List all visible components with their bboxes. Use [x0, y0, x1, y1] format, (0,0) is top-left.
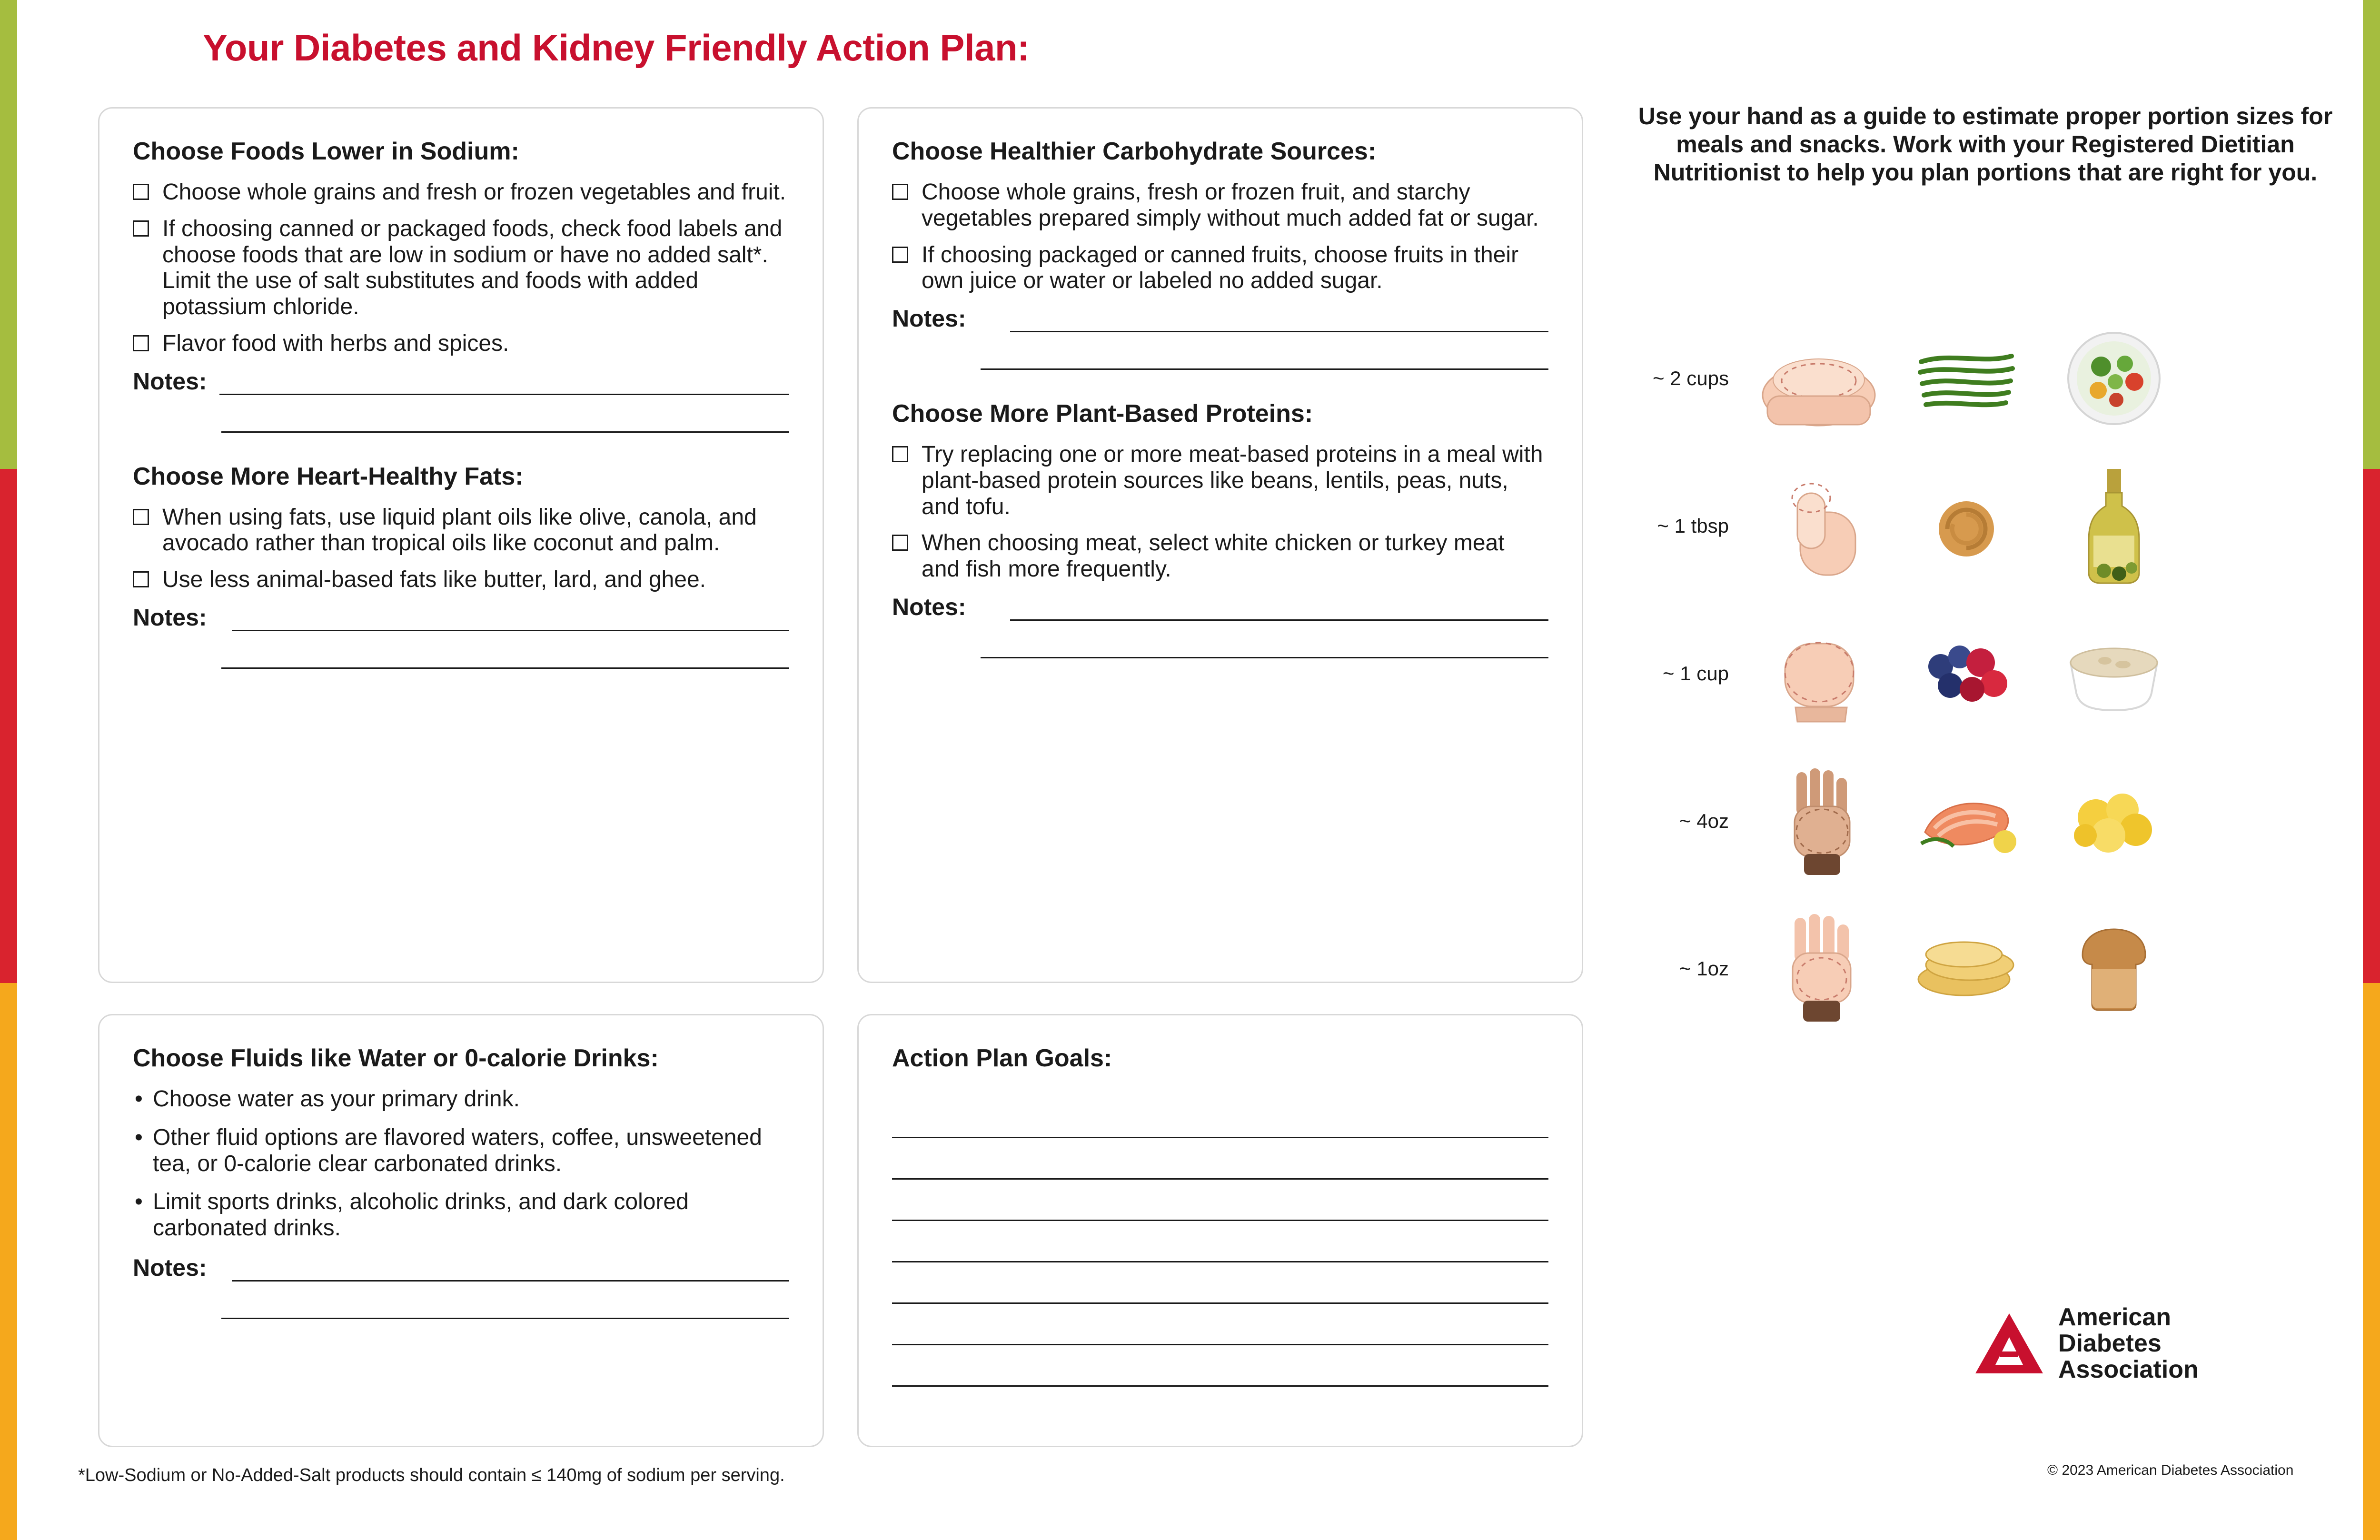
notes-label: Notes: — [133, 604, 207, 631]
notes-heart-healthy-fats — [133, 604, 789, 669]
checklist-healthier-carbs — [892, 179, 1548, 294]
portion-label: ~ 2 cups — [1653, 367, 1729, 389]
list-item — [133, 1125, 789, 1177]
open-hand-icon — [1745, 909, 1893, 1028]
logo-line-2: Diabetes — [2058, 1330, 2162, 1358]
portion-label: ~ 1 cup — [1663, 662, 1729, 685]
list-item[interactable] — [133, 505, 789, 556]
portion-rows — [1616, 305, 2350, 1043]
notes-line[interactable] — [1010, 599, 1548, 621]
list-item-text: Choose water as your primary drink. — [153, 1086, 520, 1112]
list-item[interactable] — [892, 442, 1548, 520]
checkbox-icon[interactable] — [892, 535, 908, 551]
goal-lines — [892, 1097, 1548, 1387]
checkbox-icon[interactable] — [133, 335, 149, 351]
bullet-icon: • — [135, 1086, 143, 1112]
card-action-plan-goals — [857, 1014, 1583, 1447]
portion-guide-panel — [1626, 102, 2345, 187]
list-item-text: Flavor food with herbs and spices. — [162, 330, 509, 356]
list-item-text: Use less animal-based fats like butter, lard, and ghee. — [162, 567, 706, 593]
notes-line[interactable] — [219, 374, 789, 395]
notes-label: Notes: — [892, 593, 966, 620]
edge-segment-green — [0, 0, 17, 469]
goal-line[interactable] — [892, 1180, 1548, 1221]
flat-palm-icon — [1745, 762, 1893, 881]
heading-lower-sodium: Choose Foods Lower in Sodium: — [133, 138, 519, 165]
page-title: Your Diabetes and Kidney Friendly Action Plan: — [203, 27, 1030, 69]
heading-heart-healthy-fats: Choose More Heart-Healthy Fats: — [133, 462, 524, 490]
checkbox-icon[interactable] — [133, 509, 149, 525]
ada-logo — [1973, 1304, 2199, 1383]
list-item-text: When using fats, use liquid plant oils like olive, canola, and avocado rather than tropical oils like coconut and palm. — [162, 504, 757, 556]
list-item[interactable] — [892, 179, 1548, 231]
list-item-text: Try replacing one or more meat-based proteins in a meal with plant-based protein sources like beans, lentils, peas, nuts, and tofu. — [922, 442, 1543, 519]
edge-segment-orange — [0, 983, 17, 1540]
checkbox-icon[interactable] — [892, 446, 908, 462]
scrambled-eggs-icon — [2040, 783, 2188, 859]
notes-line[interactable] — [221, 411, 789, 433]
right-edge-colorbar — [2363, 0, 2380, 1540]
tortillas-icon — [1893, 935, 2040, 1002]
footnote-sodium: *Low-Sodium or No-Added-Salt products should contain ≤ 140mg of sodium per serving. — [78, 1465, 785, 1485]
edge-segment-red — [0, 469, 17, 983]
heading-fluids: Choose Fluids like Water or 0-calorie Drinks: — [133, 1044, 659, 1072]
card-fluids — [98, 1014, 824, 1447]
list-item-text: When choosing meat, select white chicken or turkey meat and fish more frequently. — [922, 530, 1505, 582]
bullet-icon: • — [135, 1124, 143, 1150]
left-edge-colorbar — [0, 0, 17, 1540]
list-item-text: If choosing packaged or canned fruits, choose fruits in their own juice or water or labeled no added sugar. — [922, 242, 1519, 294]
notes-line[interactable] — [981, 637, 1548, 658]
checklist-heart-healthy-fats — [133, 505, 789, 593]
checkbox-icon[interactable] — [892, 184, 908, 200]
goal-line[interactable] — [892, 1097, 1548, 1138]
ada-triangle-logo-icon — [1973, 1311, 2045, 1376]
checklist-lower-sodium — [133, 179, 789, 357]
card-lower-sodium — [98, 107, 824, 983]
notes-lower-sodium — [133, 368, 789, 433]
list-item — [133, 1189, 789, 1241]
olive-oil-bottle-icon — [2040, 464, 2188, 588]
notes-label: Notes: — [133, 1254, 207, 1281]
goal-line[interactable] — [892, 1262, 1548, 1304]
goal-line[interactable] — [892, 1221, 1548, 1262]
edge-segment-red-right — [2363, 469, 2380, 983]
heading-plant-based-proteins: Choose More Plant-Based Proteins: — [892, 400, 1313, 428]
checkbox-icon[interactable] — [133, 220, 149, 237]
heading-healthier-carbs: Choose Healthier Carbohydrate Sources: — [892, 138, 1377, 165]
edge-segment-orange-right — [2363, 983, 2380, 1540]
logo-line-3: Association — [2058, 1356, 2199, 1384]
notes-line[interactable] — [232, 610, 789, 631]
list-item[interactable] — [892, 530, 1548, 582]
checkbox-icon[interactable] — [133, 571, 149, 587]
bulletlist-fluids — [133, 1086, 789, 1242]
salmon-fillet-icon — [1893, 781, 2040, 862]
notes-plant-based-proteins — [892, 593, 1548, 658]
green-beans-icon — [1893, 343, 2040, 414]
portion-label: ~ 1 tbsp — [1657, 515, 1729, 537]
list-item[interactable] — [133, 216, 789, 320]
portion-row — [1616, 895, 2350, 1043]
notes-line[interactable] — [221, 1298, 789, 1319]
portion-guide-intro: Use your hand as a guide to estimate proper portion sizes for meals and snacks. Work with your Registered Dietitian Nutritionist to help you plan portions that are right for you. — [1638, 103, 2333, 186]
heading-action-plan-goals: Action Plan Goals: — [892, 1044, 1112, 1072]
copyright-text: © 2023 American Diabetes Association — [2047, 1462, 2294, 1478]
notes-line[interactable] — [221, 647, 789, 669]
edge-segment-green-right — [2363, 0, 2380, 469]
list-item — [133, 1086, 789, 1113]
list-item[interactable] — [892, 242, 1548, 294]
checklist-plant-based-proteins — [892, 442, 1548, 583]
list-item-text: Choose whole grains, fresh or frozen fruit, and starchy vegetables prepared simply without much added fat or sugar. — [922, 179, 1539, 231]
list-item-text: Choose whole grains and fresh or frozen vegetables and fruit. — [162, 179, 786, 205]
notes-line[interactable] — [981, 348, 1548, 370]
ada-logo-text — [2058, 1304, 2199, 1383]
bullet-icon: • — [135, 1189, 143, 1215]
portion-row — [1616, 747, 2350, 895]
portion-row — [1616, 452, 2350, 600]
fist-icon — [1745, 619, 1893, 728]
goal-line[interactable] — [892, 1138, 1548, 1180]
nut-butter-swirl-icon — [1893, 488, 2040, 564]
bread-slice-icon — [2040, 924, 2188, 1014]
notes-fluids — [133, 1254, 789, 1319]
portion-label: ~ 4oz — [1679, 810, 1729, 832]
document-page — [17, 0, 2363, 1540]
list-item-text: If choosing canned or packaged foods, check food labels and choose foods that are low in sodium or have no added salt*. Limit the use of salt substitutes and foods with added potassium chloride. — [162, 216, 783, 320]
mixed-salad-bowl-icon — [2040, 328, 2188, 428]
mixed-berries-icon — [1893, 633, 2040, 714]
notes-label: Notes: — [892, 305, 966, 332]
notes-line[interactable] — [232, 1260, 789, 1282]
list-item-text: Other fluid options are flavored waters, coffee, unsweetened tea, or 0-calorie clear carbonated drinks. — [153, 1124, 762, 1176]
card-healthier-carbs — [857, 107, 1583, 983]
goal-line[interactable] — [892, 1345, 1548, 1387]
notes-healthier-carbs — [892, 305, 1548, 370]
portion-row — [1616, 305, 2350, 452]
thumb-tip-icon — [1745, 467, 1893, 586]
goal-line[interactable] — [892, 1304, 1548, 1345]
list-item-text: Limit sports drinks, alcoholic drinks, and dark colored carbonated drinks. — [153, 1189, 689, 1241]
oatmeal-bowl-icon — [2040, 633, 2188, 714]
notes-label: Notes: — [133, 368, 207, 395]
list-item[interactable] — [133, 179, 789, 206]
notes-line[interactable] — [1010, 311, 1548, 332]
two-cupped-hands-icon — [1745, 324, 1893, 433]
checkbox-icon[interactable] — [133, 184, 149, 200]
list-item[interactable] — [133, 567, 789, 593]
list-item[interactable] — [133, 331, 789, 357]
checkbox-icon[interactable] — [892, 247, 908, 263]
portion-label: ~ 1oz — [1679, 957, 1729, 980]
portion-row — [1616, 600, 2350, 747]
logo-line-1: American — [2058, 1303, 2171, 1331]
